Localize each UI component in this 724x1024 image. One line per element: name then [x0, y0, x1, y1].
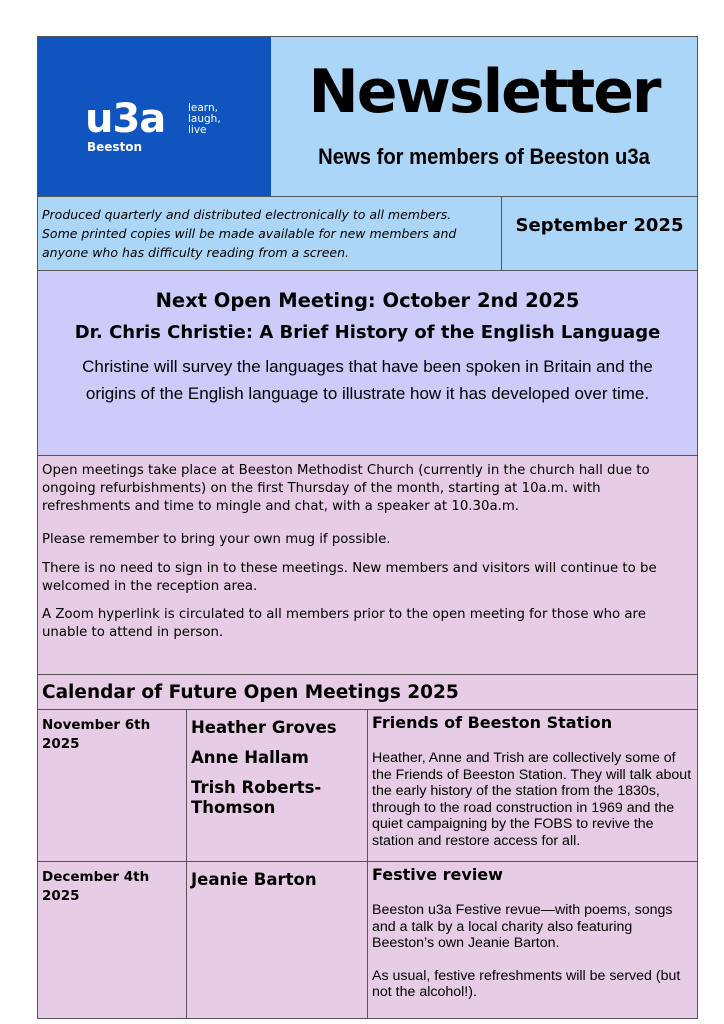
- logo-tagline: [188, 103, 221, 136]
- next-meeting-heading: Next Open Meeting: October 2nd 2025: [155, 289, 580, 312]
- newsletter-subtitle: News for members of Beeston u3a: [318, 144, 650, 169]
- calendar-date-cell: December 4th 2025: [37, 861, 187, 1019]
- topic-description: Beeston u3a Festive revue—with poems, songs and a talk by a local charity also featuring Beeston’s own Jeanie Barton.: [372, 902, 673, 951]
- speaker-name: Anne Hallam: [191, 748, 309, 767]
- topic-title: Friends of Beeston Station: [372, 713, 613, 732]
- calendar-header: [37, 674, 698, 710]
- tagline-line: live: [188, 124, 207, 136]
- speaker-name: Heather Groves: [191, 718, 337, 737]
- meeting-info-section: [37, 455, 698, 675]
- next-meeting-speaker: Dr. Chris Christie: A Brief History of the English Language: [74, 322, 661, 343]
- calendar-topic-cell: [367, 709, 698, 862]
- speaker-name: Trish Roberts-Thomson: [191, 778, 322, 817]
- newsletter-header: [271, 36, 698, 197]
- next-meeting-section: [37, 270, 698, 456]
- calendar-topic-cell: [367, 861, 698, 1019]
- publication-info-line: Some printed copies will be made available for new members and anyone who has difficulty reading from a screen.: [42, 226, 457, 260]
- topic-title: Festive review: [372, 865, 503, 884]
- issue-date: September 2025: [515, 215, 684, 236]
- topic-description: Heather, Anne and Trish are collectively some of the Friends of Beeston Station. They will talk about the early history of the station from the 1830s, through to the road construction in 1969 and the quiet campaigning by the FOBS to revive the station and restore access for all.: [372, 750, 692, 849]
- publication-info-text: [42, 205, 495, 262]
- calendar-speakers-cell: [186, 709, 368, 862]
- u3a-logo: [37, 36, 272, 197]
- meeting-info-paragraph: Please remember to bring your own mug if possible.: [42, 532, 391, 547]
- publication-info: [37, 196, 502, 271]
- next-meeting-description: Christine will survey the languages that have been spoken in Britain and the origins of the English language to illustrate how it has developed over time.: [82, 357, 653, 403]
- issue-date-box: [501, 196, 698, 271]
- logo-branch: Beeston: [87, 140, 143, 154]
- calendar-date-cell: November 6th 2025: [37, 709, 187, 862]
- meeting-info-paragraph: A Zoom hyperlink is circulated to all members prior to the open meeting for those who are unable to attend in person.: [42, 607, 646, 640]
- meeting-info-paragraph: Open meetings take place at Beeston Methodist Church (currently in the church hall due to ongoing refurbishments) on the first Thursday of the month, starting at 10a.m. with refreshments and time to mingle and chat, with a speaker at 10.30a.m.: [42, 463, 650, 514]
- meeting-info-paragraph: There is no need to sign in to these meetings. New members and visitors will continue to be welcomed in the reception area.: [42, 561, 657, 594]
- tagline-line: learn,: [188, 102, 218, 114]
- calendar-title: Calendar of Future Open Meetings 2025: [42, 682, 459, 703]
- topic-description: As usual, festive refreshments will be served (but not the alcohol!).: [372, 967, 681, 1000]
- logo-mark: u3a: [85, 96, 166, 142]
- calendar-speakers-cell: [186, 861, 368, 1019]
- speaker-name: Jeanie Barton: [191, 870, 317, 889]
- tagline-line: laugh,: [188, 113, 221, 125]
- newsletter-title: Newsletter: [308, 57, 660, 127]
- publication-info-line: Produced quarterly and distributed electronically to all members.: [42, 207, 452, 222]
